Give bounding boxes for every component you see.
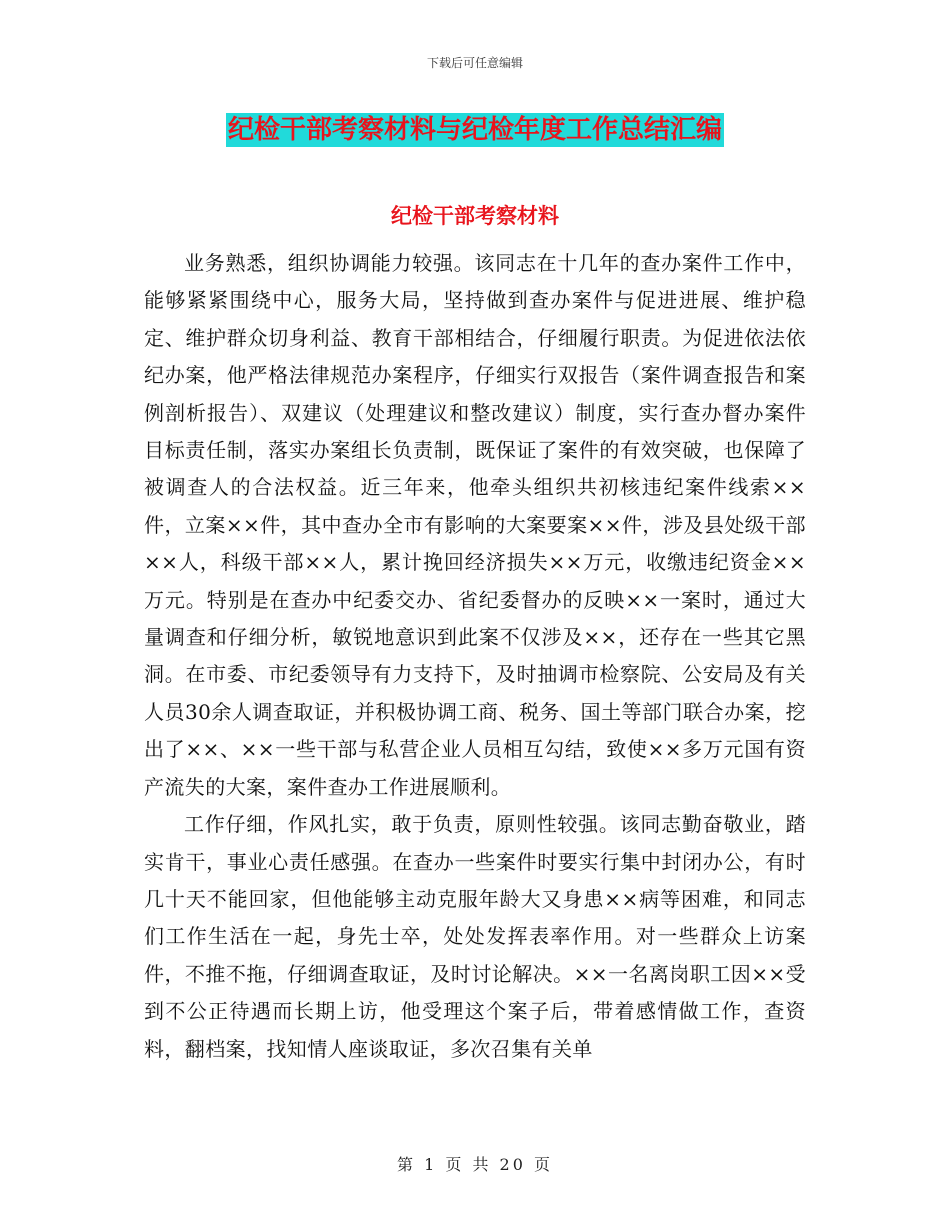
main-title: 纪检干部考察材料与纪检年度工作总结汇编 (227, 115, 722, 145)
paragraph: 工作仔细，作风扎实，敢于负责，原则性较强。该同志勤奋敬业，踏实肯干，事业心责任感强。在查办一些案件时要实行集中封闭办公，有时几十天不能回家，但他能够主动克服年龄大又身患××病等困难，和同志们工作生活在一起，身先士卒，处处发挥表率作用。对一些群众上访案件，不推不拖，仔细调查取证，及时讨论解决。××一名离岗职工因××受到不公正待遇而长期上访，他受理这个案子后，带着感情做工作，查资料，翻档案，找知情人座谈取证，多次召集有关单 (144, 812, 806, 1061)
page-number: 第 1 页 共 20 页 (397, 1155, 553, 1174)
body-text (144, 245, 806, 1068)
main-title-container (0, 113, 950, 147)
section-title: 纪检干部考察材料 (391, 204, 559, 228)
paragraph: 业务熟悉，组织协调能力较强。该同志在十几年的查办案件工作中，能够紧紧围绕中心，服务大局，坚持做到查办案件与促进进展、维护稳定、维护群众切身利益、教育干部相结合，仔细履行职责。为促进依法依纪办案，他严格法律规范办案程序，仔细实行双报告（案件调查报告和案例剖析报告）、双建议（处理建议和整改建议）制度，实行查办督办案件目标责任制，落实办案组长负责制，既保证了案件的有效突破，也保障了被调查人的合法权益。近三年来，他牵头组织共初核违纪案件线索××件，立案××件，其中查办全市有影响的大案要案××件，涉及县处级干部××人，科级干部××人，累计挽回经济损失××万元，收缴违纪资金××万元。特别是在查办中纪委交办、省纪委督办的反映××一案时，通过大量调查和仔细分析，敏锐地意识到此案不仅涉及××，还存在一些其它黑洞。在市委、市纪委领导有力支持下，及时抽调市检察院、公安局及有关人员30余人调查取证，并积极协调工商、税务、国土等部门联合办案，挖出了××、××一些干部与私营企业人员相互勾结，致使××多万元国有资产流失的大案，案件查办工作进展顺利。 (144, 251, 806, 799)
header-note: 下载后可任意编辑 (426, 56, 523, 70)
